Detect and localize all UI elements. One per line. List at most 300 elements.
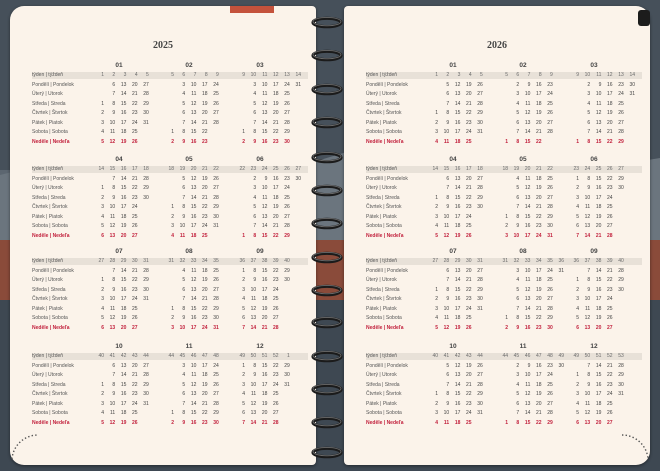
day-cell: 15 [595,138,602,145]
week-number: 31 [143,258,149,264]
day-cell: 5 [435,232,438,239]
day-cell: 10 [443,213,450,220]
week-number: 35 [213,258,219,264]
week-number: 37 [584,258,591,264]
binding-ring [311,48,343,63]
day-cell: 5 [516,391,520,397]
day-cell: 5 [516,286,520,293]
corner-dots-decoration [10,433,42,463]
day-cell: 24 [547,372,553,378]
day-cell: 5 [576,410,579,416]
week-number: 14 [295,72,301,78]
day-cell: 12 [190,175,197,182]
day-cell: 27 [213,391,219,397]
day-cell: 14 [261,119,268,126]
day-cell: 30 [213,315,219,321]
day-cell: 26 [132,138,138,145]
day-cell: 9 [446,400,450,407]
day-cell: 10 [524,372,531,378]
day-cell: 18 [454,223,461,229]
day-cell: 25 [213,91,219,97]
day-cell: 31 [547,232,553,239]
day-cell: 15 [120,277,127,283]
day-cell: 17 [202,362,208,369]
day-cell: 8 [446,286,450,293]
day-cell: 7 [516,305,520,312]
day-cell: 28 [547,129,553,135]
week-number: 39 [273,258,279,264]
day-cell: 6 [182,391,186,397]
month-number: 09 [590,248,598,255]
day-cell: 19 [536,391,542,397]
day-cell: 2 [435,296,438,302]
day-cell: 6 [446,372,450,378]
day-cell: 28 [273,324,279,331]
day-cell: 1 [171,305,174,312]
week-number: 20 [524,166,531,172]
day-cell: 20 [466,267,472,274]
day-cell: 8 [253,362,257,369]
day-label: Sobota | Sobota [366,129,402,135]
day-label: Sobota | Sobota [32,129,68,135]
day-cell: 7 [182,296,186,302]
day-cell: 17 [454,213,461,220]
day-cell: 21 [536,204,542,210]
day-cell: 12 [524,185,531,191]
day-cell: 5 [446,362,450,369]
day-cell: 6 [516,194,520,201]
day-cell: 11 [250,296,257,302]
week-number: 9 [242,72,245,78]
day-cell: 21 [132,372,138,378]
day-cell: 25 [466,223,472,229]
day-cell: 15 [524,315,531,321]
month-number: 07 [449,248,457,255]
day-cell: 17 [536,267,542,274]
day-cell: 25 [202,232,208,239]
day-cell: 4 [435,315,438,321]
day-cell: 24 [466,410,472,416]
day-cell: 1 [435,110,438,116]
day-cell: 2 [242,277,245,283]
day-cell: 1 [505,315,508,321]
day-cell: 23 [132,194,138,201]
day-cell: 20 [202,391,208,397]
day-label: Sobota | Sobota [32,315,68,321]
day-cell: 22 [132,277,138,283]
day-cell: 23 [132,286,138,293]
day-cell: 13 [584,419,591,426]
day-cell: 15 [524,419,531,426]
day-label: Pondělí | Pondelok [366,267,408,274]
day-cell: 1 [242,232,245,239]
day-cell: 21 [607,362,613,369]
week-number: 40 [284,258,290,264]
day-cell: 8 [587,138,591,145]
day-cell: 24 [132,204,138,210]
week-number: 16 [120,166,127,172]
day-cell: 8 [516,419,520,426]
day-cell: 24 [284,185,290,191]
day-label: Pátek | Piatok [32,400,63,407]
day-cell: 17 [120,296,127,302]
week-number: 14 [432,166,438,172]
day-cell: 23 [202,138,208,145]
day-cell: 12 [250,400,257,407]
month-number: 08 [185,248,193,255]
day-cell: 9 [598,81,602,88]
day-cell: 20 [273,110,279,116]
day-cell: 22 [536,213,542,220]
day-cell: 22 [607,372,613,378]
day-cell: 20 [120,324,127,331]
binding-ring [311,15,343,30]
day-label: Čtvrtek | Štvrtok [32,204,68,210]
day-cell: 22 [536,315,542,321]
day-cell: 16 [536,81,542,88]
day-cell: 14 [261,223,268,229]
day-cell: 17 [190,223,197,229]
week-number: 34 [202,258,208,264]
day-cell: 1 [576,372,579,378]
week-number: 40 [98,353,104,359]
day-cell: 1 [435,286,438,293]
day-cell: 25 [132,213,138,220]
day-cell: 7 [446,277,450,283]
day-cell: 6 [446,267,450,274]
day-cell: 14 [250,419,257,426]
day-cell: 21 [536,410,542,416]
day-cell: 31 [213,223,219,229]
day-cell: 26 [273,400,279,407]
day-cell: 20 [132,81,138,88]
day-cell: 31 [284,381,290,388]
day-label: Pátek | Piatok [32,119,63,126]
day-cell: 14 [120,267,127,274]
day-cell: 26 [132,315,138,321]
day-cell: 29 [547,315,553,321]
day-cell: 16 [454,204,461,210]
day-cell: 28 [143,175,149,182]
day-cell: 3 [182,81,186,88]
day-cell: 11 [109,305,116,312]
day-cell: 6 [446,175,450,182]
day-cell: 24 [607,296,613,302]
day-cell: 4 [101,410,104,416]
day-cell: 19 [273,204,279,210]
day-cell: 30 [558,362,564,369]
day-cell: 8 [587,372,591,378]
day-cell: 23 [273,372,279,378]
day-cell: 1 [435,391,438,397]
day-cell: 12 [190,381,197,388]
day-cell: 5 [516,185,520,191]
day-cell: 31 [477,129,483,135]
day-cell: 28 [607,232,613,239]
day-cell: 4 [242,391,245,397]
day-cell: 21 [595,232,602,239]
week-number: 4 [468,72,472,78]
day-cell: 29 [547,213,553,220]
day-cell: 17 [190,324,197,331]
day-label: Neděle | Nedeľa [32,419,70,426]
day-cell: 26 [213,100,219,107]
day-cell: 29 [213,305,219,312]
day-cell: 19 [273,100,279,107]
day-cell: 29 [284,232,290,239]
day-cell: 31 [477,410,483,416]
day-cell: 25 [132,129,138,135]
day-cell: 12 [595,110,602,116]
day-cell: 4 [576,305,579,312]
day-label: Středa | Streda [366,381,400,388]
day-cell: 27 [547,400,553,407]
day-cell: 22 [466,110,472,116]
binding-ring [311,250,343,265]
week-number: 51 [261,353,268,359]
day-cell: 27 [273,410,279,416]
day-cell: 27 [618,119,624,126]
day-cell: 31 [477,305,483,312]
day-cell: 18 [190,232,197,239]
day-cell: 26 [607,410,613,416]
day-cell: 15 [524,213,531,220]
week-number: 37 [250,258,257,264]
day-cell: 15 [595,372,602,378]
day-cell: 8 [516,213,520,220]
week-number: 46 [190,353,197,359]
day-cell: 8 [182,305,186,312]
day-cell: 12 [443,324,450,331]
day-cell: 21 [273,119,279,126]
day-cell: 12 [443,232,450,239]
day-cell: 1 [171,410,174,416]
day-cell: 12 [524,286,531,293]
day-cell: 14 [454,185,461,191]
week-number: 30 [132,258,138,264]
day-cell: 4 [435,419,438,426]
day-cell: 25 [284,91,290,97]
week-number: 21 [202,166,208,172]
week-number: 30 [466,258,472,264]
day-cell: 19 [536,286,542,293]
day-cell: 7 [182,194,186,201]
day-cell: 30 [547,223,553,229]
day-cell: 23 [273,277,279,283]
day-cell: 21 [607,267,613,274]
day-cell: 19 [536,110,542,116]
day-cell: 7 [253,119,257,126]
day-cell: 17 [595,391,602,397]
day-cell: 2 [587,81,591,88]
day-cell: 12 [250,305,257,312]
day-label: Středa | Streda [32,100,66,107]
binding-ring [311,382,343,397]
day-cell: 26 [466,324,472,331]
day-cell: 16 [524,223,531,229]
day-cell: 5 [253,100,257,107]
week-number: 47 [202,353,208,359]
day-label: Pátek | Piatok [366,305,397,312]
day-cell: 19 [607,110,613,116]
day-cell: 13 [524,400,531,407]
day-cell: 18 [607,100,613,107]
week-number: 28 [443,258,450,264]
day-cell: 14 [454,100,461,107]
day-cell: 26 [213,175,219,182]
day-cell: 5 [435,324,438,331]
day-cell: 13 [524,194,531,201]
day-cell: 5 [101,315,104,321]
day-cell: 9 [182,138,186,145]
day-cell: 19 [595,315,602,321]
day-cell: 11 [443,223,450,229]
day-cell: 18 [273,194,279,201]
day-cell: 27 [284,213,290,220]
week-number: 2 [446,72,450,78]
day-cell: 12 [454,362,461,369]
day-cell: 7 [112,267,116,274]
day-cell: 1 [435,194,438,201]
day-cell: 6 [182,185,186,191]
day-cell: 20 [202,185,208,191]
day-cell: 9 [587,286,591,293]
day-cell: 13 [261,213,268,220]
day-cell: 26 [547,185,553,191]
day-cell: 15 [595,277,602,283]
week-number: 44 [502,353,508,359]
day-cell: 23 [202,213,208,220]
day-cell: 12 [524,391,531,397]
binding-ring [311,150,343,165]
day-cell: 21 [273,223,279,229]
day-cell: 11 [109,213,116,220]
day-label: Pátek | Piatok [366,119,397,126]
day-cell: 22 [273,129,279,135]
day-cell: 17 [595,296,602,302]
month-number: 03 [256,62,264,69]
week-number: 7 [527,72,531,78]
day-cell: 10 [524,91,531,97]
day-cell: 6 [446,91,450,97]
week-label: týden | týždeň [32,166,64,172]
day-cell: 3 [587,91,591,97]
day-cell: 16 [120,391,127,397]
day-cell: 19 [454,232,461,239]
day-cell: 14 [524,204,531,210]
day-cell: 16 [524,324,531,331]
day-label: Středa | Streda [366,194,400,201]
day-cell: 7 [587,362,591,369]
day-cell: 22 [466,194,472,201]
day-cell: 4 [435,138,438,145]
binding-ring [311,183,343,198]
day-label: Úterý | Utorok [366,372,397,378]
day-cell: 4 [516,175,520,182]
day-cell: 10 [179,223,186,229]
day-cell: 13 [454,91,461,97]
week-number: 26 [607,166,613,172]
day-cell: 25 [618,100,624,107]
day-cell: 22 [132,381,138,388]
day-label: Čtvrtek | Štvrtok [366,391,402,397]
calendar-page-left [10,6,316,465]
day-cell: 1 [505,138,508,145]
week-number: 53 [618,353,624,359]
day-cell: 14 [454,381,461,388]
day-cell: 5 [242,305,245,312]
day-cell: 14 [190,296,197,302]
day-cell: 31 [618,391,624,397]
day-cell: 8 [112,185,116,191]
day-cell: 23 [618,81,624,88]
week-number: 40 [618,258,624,264]
day-cell: 24 [213,362,219,369]
day-cell: 26 [607,315,613,321]
day-cell: 27 [547,194,553,201]
week-number: 20 [190,166,197,172]
day-label: Pátek | Piatok [32,213,63,220]
day-cell: 17 [536,91,542,97]
day-label: Neděle | Nedeľa [32,324,70,331]
day-cell: 29 [213,204,219,210]
day-cell: 23 [202,419,208,426]
binding-ring [311,349,343,364]
day-cell: 11 [109,410,116,416]
week-number: 22 [213,166,219,172]
day-cell: 15 [190,129,197,135]
day-cell: 15 [190,305,197,312]
week-number: 6 [516,72,520,78]
day-cell: 28 [477,277,483,283]
day-cell: 24 [284,81,290,88]
day-cell: 5 [253,204,257,210]
day-cell: 4 [516,277,520,283]
day-cell: 7 [112,372,116,378]
day-cell: 3 [253,185,257,191]
day-cell: 25 [273,391,279,397]
day-cell: 16 [454,400,461,407]
day-cell: 2 [242,372,245,378]
day-label: Středa | Streda [32,194,66,201]
week-number: 9 [216,72,219,78]
day-label: Úterý | Utorok [32,185,63,191]
day-cell: 2 [101,286,104,293]
week-number: 39 [607,258,613,264]
week-number: 13 [618,72,624,78]
day-cell: 18 [595,305,602,312]
day-cell: 29 [618,175,624,182]
day-cell: 20 [536,400,542,407]
day-cell: 13 [250,410,257,416]
day-cell: 11 [179,232,186,239]
day-cell: 6 [182,110,186,116]
day-cell: 17 [273,81,279,88]
day-cell: 7 [587,267,591,274]
day-cell: 14 [524,129,531,135]
day-cell: 16 [261,277,268,283]
month-number: 04 [449,156,457,163]
day-cell: 28 [547,204,553,210]
day-cell: 26 [213,381,219,388]
day-cell: 10 [513,232,520,239]
week-number: 29 [120,258,127,264]
day-cell: 22 [536,138,542,145]
day-cell: 10 [109,204,116,210]
day-cell: 10 [443,305,450,312]
day-cell: 25 [607,204,613,210]
day-cell: 25 [466,315,472,321]
